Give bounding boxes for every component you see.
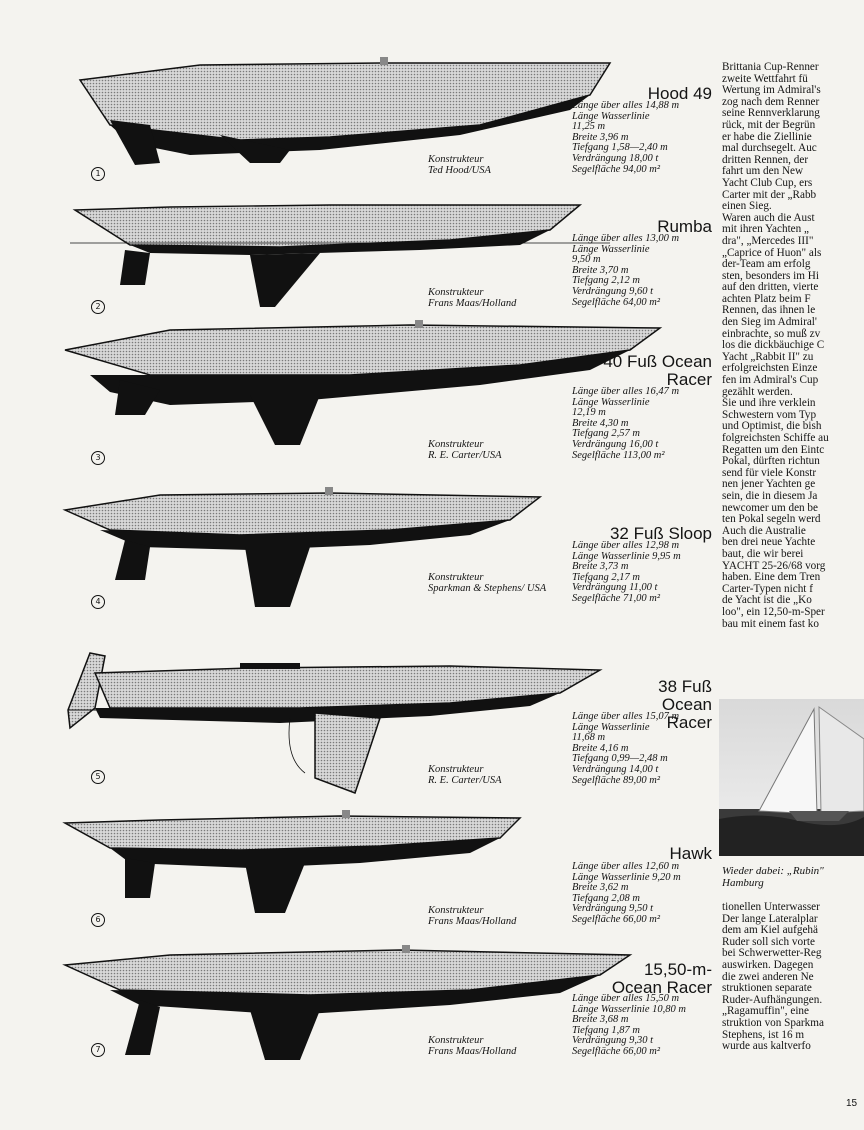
text-line: struktion von Sparkma <box>722 1016 824 1029</box>
spec-line: 11,25 m <box>572 121 606 133</box>
spec-line: 9,50 m <box>572 254 601 266</box>
spec-line: Länge über alles 16,47 m <box>572 386 680 397</box>
specs-15-50-m <box>572 994 722 1058</box>
boat-name-15-50-m-ocean-racer: 15,50-m- Ocean Racer <box>611 960 712 997</box>
text-line: Regatten um den Eintc <box>722 443 825 456</box>
text-line: struktionen separate <box>722 982 812 995</box>
article-column-bottom <box>722 902 864 1053</box>
specs-40-fuss <box>572 387 722 461</box>
text-line: folgreichsten Schiffe au <box>722 432 829 444</box>
spec-line: Tiefgang 0,99—2,48 m <box>572 753 668 765</box>
text-line: einen Sieg. <box>722 200 772 213</box>
boat-number: 3 <box>91 451 105 465</box>
designer-label: Konstrukteur <box>428 764 484 775</box>
text-line: den Sieg im Admiral' <box>722 316 817 329</box>
text-line: Carter mit der „Rabb <box>722 188 817 201</box>
caption-line: Hamburg <box>722 877 764 889</box>
text-line: Ruder-Aufhängungen. <box>722 993 823 1006</box>
spec-line: Breite 4,16 m <box>572 742 629 754</box>
spec-line: Segelfläche 71,00 m² <box>572 592 660 604</box>
text-line: auswirken. Dagegen <box>722 958 814 971</box>
spec-line: Länge über alles 14,88 m <box>572 100 680 111</box>
boat-number: 1 <box>91 167 105 181</box>
designer-block <box>428 1036 568 1058</box>
text-line: loo", ein 12,50-m-Sper <box>722 605 825 618</box>
text-line: Ruder soll sich vorte <box>722 935 815 948</box>
spec-line: Verdrängung 9,60 t <box>572 285 653 297</box>
spec-line: Breite 4,30 m <box>572 417 629 429</box>
spec-line: Länge Wasserlinie <box>572 110 650 122</box>
spec-line: Länge über alles 13,00 m <box>572 233 680 244</box>
text-line: auf den dritten, vierte <box>722 281 819 294</box>
boat-number: 5 <box>91 770 105 784</box>
designer-name: R. E. Carter/USA <box>428 449 502 461</box>
boat-number: 2 <box>91 300 105 314</box>
text-line: Auch die Australie <box>722 524 806 537</box>
spec-line: Breite 3,70 m <box>572 264 629 276</box>
boat-name-hawk: Hawk <box>669 844 712 863</box>
spec-line: Verdrängung 14,00 t <box>572 763 659 775</box>
text-line: Stephens, ist 16 m <box>722 1028 805 1041</box>
spec-line: Länge über alles 12,60 m <box>572 861 680 872</box>
boat-name-40-fuss-ocean-racer: 40 Fuß Ocean Racer <box>603 352 712 389</box>
spec-line: Länge Wasserlinie <box>572 721 650 733</box>
spec-line: Segelfläche 94,00 m² <box>572 163 660 175</box>
text-line: Brittania Cup-Renner <box>722 62 819 73</box>
boat-name-38-fuss-ocean-racer: 38 Fuß Ocean Racer <box>658 677 712 732</box>
designer-label: Konstrukteur <box>428 572 484 583</box>
text-line: ben drei neue Yachte <box>722 536 816 549</box>
spec-line: Länge Wasserlinie 9,20 m <box>572 871 681 883</box>
text-line: bei Schwerwetter-Reg <box>722 947 822 960</box>
text-line: Wertung im Admiral's <box>722 84 821 97</box>
text-line: Rennen, das ihnen le <box>722 304 816 317</box>
text-line: Der lange Lateralplar <box>722 912 818 925</box>
spec-line: Länge über alles 15,50 m <box>572 993 680 1004</box>
specs-rumba <box>572 234 722 308</box>
text-line: der-Team am erfolg <box>722 258 811 271</box>
boat-number: 7 <box>91 1043 105 1057</box>
designer-label: Konstrukteur <box>428 905 484 916</box>
text-line: gezählt werden. <box>722 385 793 398</box>
text-line: zweite Wettfahrt fü <box>722 72 808 85</box>
designer-label: Konstrukteur <box>428 439 484 450</box>
designer-block <box>428 440 568 462</box>
photo-caption <box>722 865 824 889</box>
spec-line: Länge Wasserlinie <box>572 243 650 255</box>
text-line: Yacht „Rabbit II" zu <box>722 350 814 363</box>
text-line: dra", „Mercedes III" <box>722 234 814 247</box>
designer-name: Frans Maas/Holland <box>428 297 517 309</box>
spec-line: Breite 3,96 m <box>572 131 629 143</box>
text-line: ten Pokal segeln werd <box>722 513 821 526</box>
spec-line: Tiefgang 2,17 m <box>572 571 640 583</box>
text-line: dritten Rennen, der <box>722 153 809 166</box>
text-line: Waren auch die Aust <box>722 211 815 224</box>
spec-line: Tiefgang 2,08 m <box>572 892 640 904</box>
text-line: Yacht Club Cup, ers <box>722 176 813 189</box>
text-line: bau mit einem fast ko <box>722 617 819 630</box>
text-line: die zwei anderen Ne <box>722 970 814 983</box>
designer-block <box>428 765 568 787</box>
designer-name: Frans Maas/Holland <box>428 915 517 927</box>
text-line: wurde aus kaltverfo <box>722 1040 811 1053</box>
sailboat-photo <box>719 699 864 856</box>
spec-line: Länge Wasserlinie <box>572 396 650 408</box>
text-line: Carter-Typen nicht f <box>722 582 813 595</box>
text-line: mit ihren Yachten „ <box>722 223 809 236</box>
boat-name-rumba: Rumba <box>657 217 712 236</box>
text-line: sten, besonders im Hi <box>722 269 819 282</box>
spec-line: Segelfläche 66,00 m² <box>572 913 660 925</box>
text-line: Sie und ihre verklein <box>722 397 816 410</box>
spec-line: Tiefgang 2,57 m <box>572 428 640 440</box>
boat-name-hood-49: Hood 49 <box>647 84 712 103</box>
text-line: einbrachte, so muß zv <box>722 327 821 340</box>
designer-block <box>428 906 568 928</box>
spec-line: Breite 3,73 m <box>572 561 629 573</box>
spec-line: Verdrängung 18,00 t <box>572 152 659 164</box>
spec-line: 12,19 m <box>572 407 606 419</box>
text-line: er habe die Ziellinie <box>722 130 812 143</box>
designer-name: R. E. Carter/USA <box>428 774 502 786</box>
specs-38-fuss <box>572 712 722 786</box>
text-line: mal durchsegelt. Auc <box>722 142 817 155</box>
designer-block <box>428 155 568 177</box>
text-line: sein, die in diesem Ja <box>722 489 818 502</box>
text-line: „Ragamuffin", eine <box>722 1005 809 1018</box>
text-line: dem am Kiel aufgehä <box>722 924 818 937</box>
text-line: haben. Eine dem Tren <box>722 571 821 584</box>
designer-name: Frans Maas/Holland <box>428 1045 517 1057</box>
text-line: und Optimist, die bish <box>722 420 822 433</box>
spec-line: Tiefgang 2,12 m <box>572 275 640 287</box>
text-line: newcomer um den be <box>722 501 818 514</box>
text-line: Pokal, dürften richtun <box>722 455 820 468</box>
text-line: erfolgreichsten Einze <box>722 362 818 375</box>
spec-line: Länge Wasserlinie 10,80 m <box>572 1003 686 1015</box>
text-line: rück, mit der Begrün <box>722 118 816 131</box>
designer-block <box>428 573 568 595</box>
spec-line: Verdrängung 9,50 t <box>572 903 653 915</box>
spec-line: Länge über alles 15,07 m <box>572 711 680 722</box>
designer-name: Sparkman & Stephens/ USA <box>428 582 547 594</box>
spec-line: Verdrängung 11,00 t <box>572 582 658 594</box>
spec-line: Verdrängung 16,00 t <box>572 438 659 450</box>
designer-name: Ted Hood/USA <box>428 164 491 176</box>
spec-line: 11,68 m <box>572 732 606 744</box>
specs-hawk <box>572 862 722 926</box>
specs-hood-49 <box>572 101 722 175</box>
spec-line: Länge über alles 12,98 m <box>572 540 680 551</box>
spec-line: Verdrängung 9,30 t <box>572 1035 653 1047</box>
spec-line: Breite 3,68 m <box>572 1014 629 1026</box>
specs-32-fuss <box>572 541 722 605</box>
text-line: Schwestern vom Typ <box>722 408 817 421</box>
spec-line: Länge Wasserlinie 9,95 m <box>572 550 681 562</box>
spec-line: Segelfläche 64,00 m² <box>572 296 660 308</box>
text-line: nen jener Yachten ge <box>722 478 816 491</box>
designer-label: Konstrukteur <box>428 1035 484 1046</box>
text-line: achten Platz beim F <box>722 292 811 305</box>
designer-label: Konstrukteur <box>428 287 484 298</box>
page-number: 15 <box>846 1098 858 1109</box>
text-line: fahrt um den New <box>722 165 804 178</box>
text-line: zog nach dem Renner <box>722 95 820 108</box>
text-line: YACHT 25-26/68 vorg <box>722 559 826 572</box>
text-line: send für viele Konstr <box>722 466 817 479</box>
text-line: baut, die wir berei <box>722 547 804 560</box>
spec-line: Segelfläche 66,00 m² <box>572 1045 660 1057</box>
article-column-top <box>722 62 864 630</box>
designer-label: Konstrukteur <box>428 154 484 165</box>
boat-number: 4 <box>91 595 105 609</box>
spec-line: Tiefgang 1,87 m <box>572 1024 640 1036</box>
designer-block <box>428 288 568 310</box>
text-line: „Caprice of Huon" als <box>722 246 822 259</box>
text-line: tionellen Unterwasser <box>722 902 820 913</box>
spec-line: Breite 3,62 m <box>572 882 629 894</box>
text-line: los die dickbäuchige C <box>722 339 825 352</box>
boat-number: 6 <box>91 913 105 927</box>
text-line: de Yacht ist die „Ko <box>722 594 812 607</box>
caption-line: Wieder dabei: „Rubin" <box>722 865 824 877</box>
spec-line: Segelfläche 89,00 m² <box>572 774 660 786</box>
boat-name-32-fuss-sloop: 32 Fuß Sloop <box>609 524 712 543</box>
text-line: seine Rennverklarung <box>722 107 820 120</box>
spec-line: Tiefgang 1,58—2,40 m <box>572 142 668 154</box>
spec-line: Segelfläche 113,00 m² <box>572 449 665 461</box>
text-line: fen im Admiral's Cup <box>722 374 819 387</box>
